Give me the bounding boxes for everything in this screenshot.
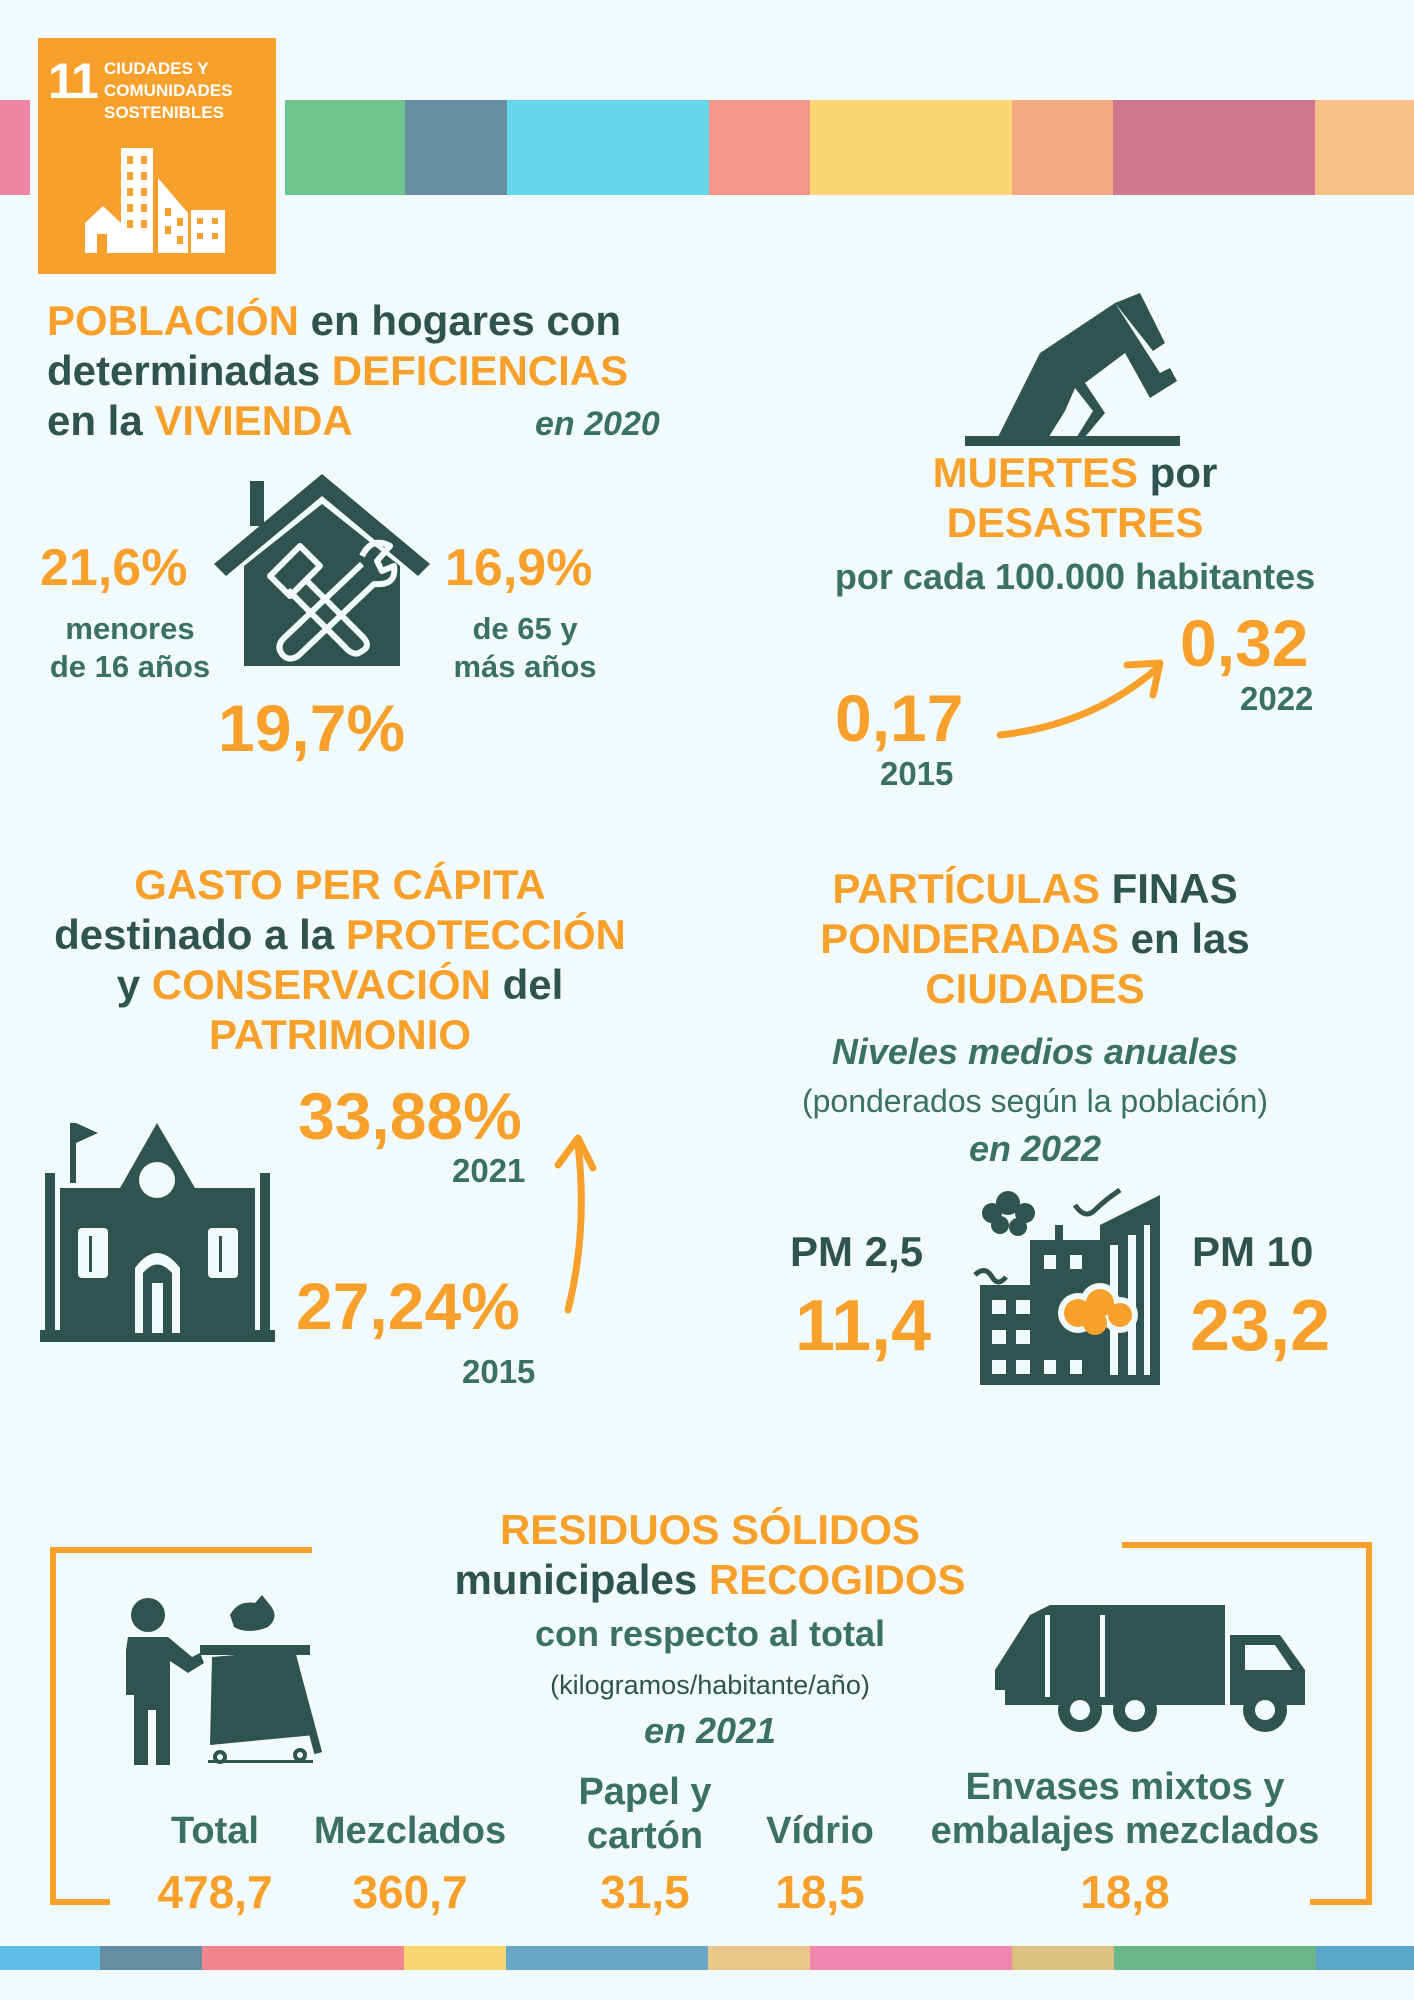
- residuos-vidrio-label: Vídrio: [766, 1810, 874, 1852]
- poblacion-title: POBLACIÓN en hogares con determinadas DEFICIENCIAS en la VIVIENDA: [47, 297, 629, 444]
- gasto-year-2015: 2015: [462, 1353, 536, 1390]
- residuos-mezclados-label: Mezclados: [313, 1810, 507, 1852]
- up-arrow-icon: [548, 1130, 598, 1320]
- garbage-truck-icon: [990, 1595, 1310, 1735]
- residuos-units: (kilogramos/habitante/año): [550, 1670, 870, 1700]
- muertes-value-2015: 0,17: [835, 681, 964, 755]
- gasto-value-2015: 27,24%: [296, 1269, 520, 1343]
- polluted-city-icon: [970, 1185, 1170, 1385]
- city-buildings-icon: [83, 138, 233, 263]
- pm10-label: PM 10: [1192, 1228, 1314, 1275]
- particulas-subtitle: Niveles medios anuales: [831, 1031, 1239, 1072]
- badge-number: 11: [48, 53, 97, 109]
- sdg-11-badge: [38, 38, 276, 274]
- particulas-note: (ponderados según la población): [801, 1083, 1269, 1119]
- poblacion-year: en 2020: [535, 405, 660, 443]
- heritage-building-icon: [40, 1118, 275, 1343]
- residuos-subtitle: con respecto al total: [534, 1613, 886, 1654]
- muertes-subtitle: por cada 100.000 habitantes: [834, 556, 1316, 597]
- muertes-title: MUERTES por DESASTRES: [932, 449, 1218, 546]
- residuos-envases-label: Envases mixtos y embalajes mezclados: [930, 1766, 1320, 1852]
- badge-title: CIUDADES Y COMUNIDADES SOSTENIBLES: [104, 59, 233, 122]
- house-tools-icon: [212, 466, 432, 676]
- residuos-title: RESIDUOS SÓLIDOS municipales RECOGIDOS: [454, 1506, 966, 1603]
- broken-house-icon: [965, 293, 1180, 448]
- pm10-value: 23,2: [1190, 1286, 1331, 1366]
- gasto-year-2021: 2021: [452, 1152, 526, 1189]
- particulas-title: PARTÍCULAS FINAS PONDERADAS en las CIUDADES: [820, 865, 1250, 1012]
- residuos-papel-value: 31,5: [600, 1866, 690, 1918]
- gasto-title: GASTO PER CÁPITA destinado a la PROTECCIÓN y CONSERVACIÓN del PATRIMONIO: [54, 861, 626, 1058]
- residuos-year: en 2021: [643, 1710, 777, 1751]
- particulas-year: en 2022: [968, 1128, 1102, 1169]
- muertes-value-2022: 0,32: [1180, 606, 1309, 680]
- pm25-label: PM 2,5: [790, 1228, 924, 1275]
- poblacion-right-value: 16,9%: [445, 539, 593, 597]
- poblacion-left-label: menores de 16 años: [49, 611, 211, 684]
- muertes-year-2015: 2015: [880, 755, 954, 792]
- poblacion-right-label: de 65 y más años: [453, 611, 597, 684]
- poblacion-total-value: 19,7%: [218, 691, 406, 765]
- residuos-mezclados-value: 360,7: [352, 1866, 468, 1918]
- residuos-vidrio-value: 18,5: [775, 1866, 865, 1918]
- gasto-value-2021: 33,88%: [298, 1079, 522, 1153]
- residuos-envases-value: 18,8: [1080, 1866, 1170, 1918]
- residuos-total-label: Total: [171, 1810, 259, 1852]
- residuos-total-value: 478,7: [157, 1866, 273, 1918]
- pm25-value: 11,4: [795, 1286, 932, 1366]
- person-trash-bin-icon: [120, 1595, 350, 1770]
- muertes-year-2022: 2022: [1240, 680, 1314, 717]
- poblacion-left-value: 21,6%: [40, 539, 188, 597]
- increase-arrow-icon: [995, 655, 1170, 745]
- residuos-papel-label: Papel y cartón: [578, 1771, 712, 1857]
